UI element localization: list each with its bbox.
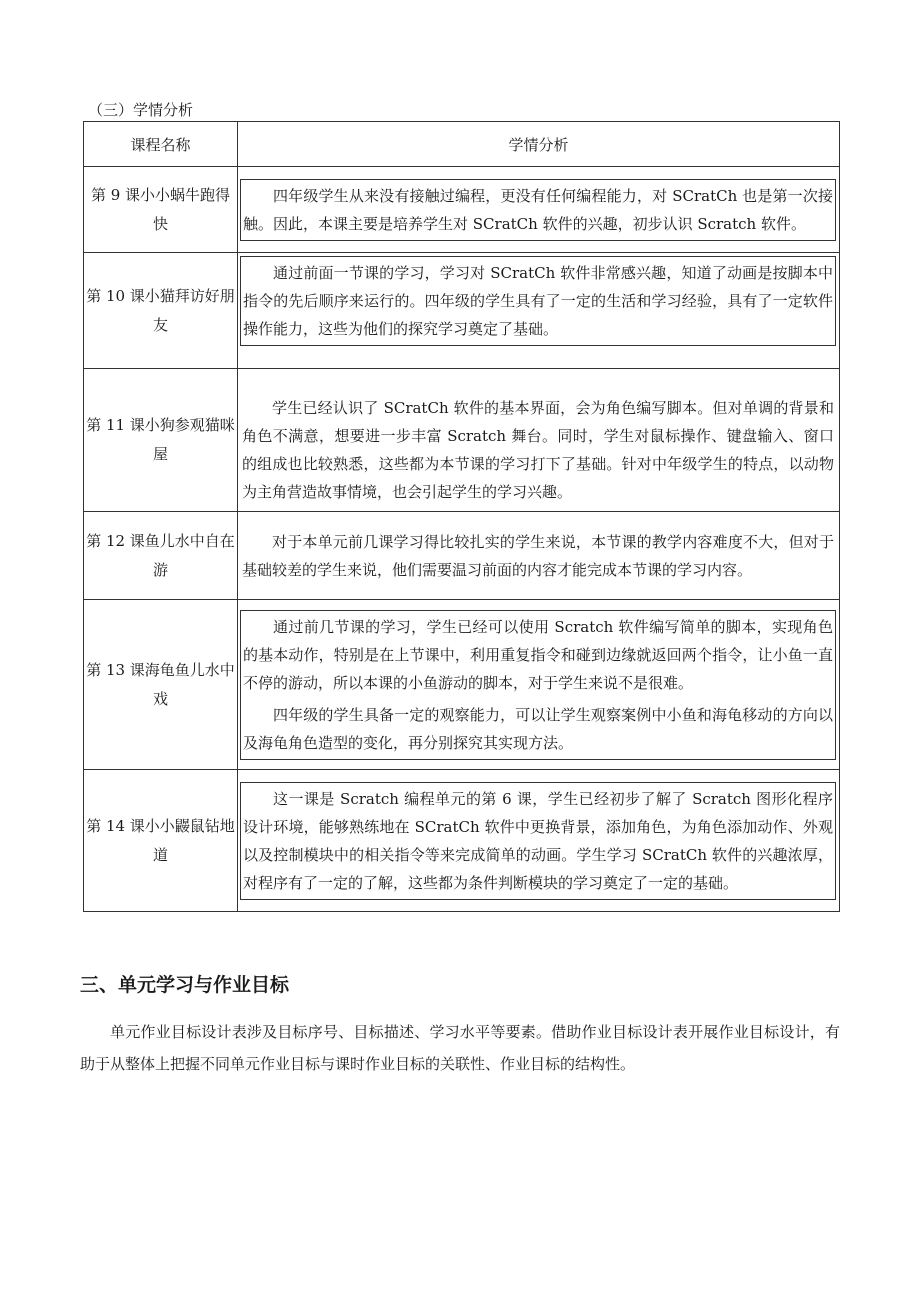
course-name: 第 9 课小小蜗牛跑得快	[84, 167, 238, 253]
header-analysis: 学情分析	[238, 122, 840, 167]
analysis-text: 对于本单元前几课学习得比较扎实的学生来说，本节课的教学内容难度不大，但对于基础较差的学生来说，他们需要温习前面的内容才能完成本节课的学习内容。	[242, 532, 834, 579]
section-paragraph: 单元作业目标设计表涉及目标序号、目标描述、学习水平等要素。借助作业目标设计表开展作业目标设计，有助于从整体上把握不同单元作业目标与课时作业目标的关联性、作业目标的结构性。	[80, 1023, 840, 1073]
analysis-text: 通过前几节课的学习，学生已经可以使用 Scratch 软件编写简单的脚本，实现角色的基本动作，特别是在上节课中，利用重复指令和碰到边缘就返回两个指令，让小鱼一直不停的游动，所以本课的小鱼游动的脚本，对于学生来说不是很难。	[243, 617, 833, 692]
analysis-cell	[238, 253, 840, 369]
table-row	[84, 369, 840, 512]
course-name: 第 11 课小狗参观猫咪屋	[84, 369, 238, 512]
analysis-cell	[238, 512, 840, 600]
table-row	[84, 512, 840, 600]
table-row	[84, 600, 840, 770]
course-name: 第 13 课海龟鱼儿水中戏	[84, 600, 238, 770]
learning-analysis-table	[83, 121, 840, 912]
analysis-text: 学生已经认识了 SCratCh 软件的基本界面，会为角色编写脚本。但对单调的背景和角色不满意，想要进一步丰富 Scratch 舞台。同时，学生对鼠标操作、键盘输入、窗口的组成也比较熟悉，这些都为本节课的学习打下了基础。针对中年级学生的特点，以动物为主角营造故事情境，也会引起学生的学习兴趣。	[242, 399, 834, 501]
analysis-cell	[238, 167, 840, 253]
course-name: 第 14 课小小鼹鼠钻地道	[84, 770, 238, 912]
analysis-cell	[238, 369, 840, 512]
course-name: 第 10 课小猫拜访好朋友	[84, 253, 238, 369]
analysis-text: 四年级学生从来没有接触过编程，更没有任何编程能力，对 SCratCh 也是第一次接触。因此，本课主要是培养学生对 SCratCh 软件的兴趣，初步认识 Scratch 软件。	[243, 186, 833, 233]
table-header-row	[84, 122, 840, 167]
subsection-title: （三）学情分析	[88, 101, 194, 119]
course-name: 第 12 课鱼儿水中自在游	[84, 512, 238, 600]
table-row	[84, 253, 840, 369]
analysis-text: 四年级的学生具备一定的观察能力，可以让学生观察案例中小鱼和海龟移动的方向以及海龟角色造型的变化，再分别探究其实现方法。	[243, 705, 833, 752]
section-heading: 三、单元学习与作业目标	[80, 974, 290, 996]
analysis-cell	[238, 770, 840, 912]
analysis-text: 这一课是 Scratch 编程单元的第 6 课，学生已经初步了解了 Scratch 图形化程序设计环境，能够熟练地在 SCratCh 软件中更换背景，添加角色，为角色添加动作、外观以及控制模块中的相关指令等来完成简单的动画。学生学习 SCratCh 软件的兴趣浓厚，对程序有了一定的了解，这些都为条件判断模块的学习奠定了一定的基础。	[243, 789, 833, 892]
header-course-name: 课程名称	[84, 122, 238, 167]
table-row	[84, 770, 840, 912]
analysis-text: 通过前面一节课的学习，学习对 SCratCh 软件非常感兴趣，知道了动画是按脚本中指令的先后顺序来运行的。四年级的学生具有了一定的生活和学习经验，具有了一定软件操作能力，这些为他们的探究学习奠定了基础。	[243, 264, 833, 338]
table-row	[84, 167, 840, 253]
analysis-cell	[238, 600, 840, 770]
